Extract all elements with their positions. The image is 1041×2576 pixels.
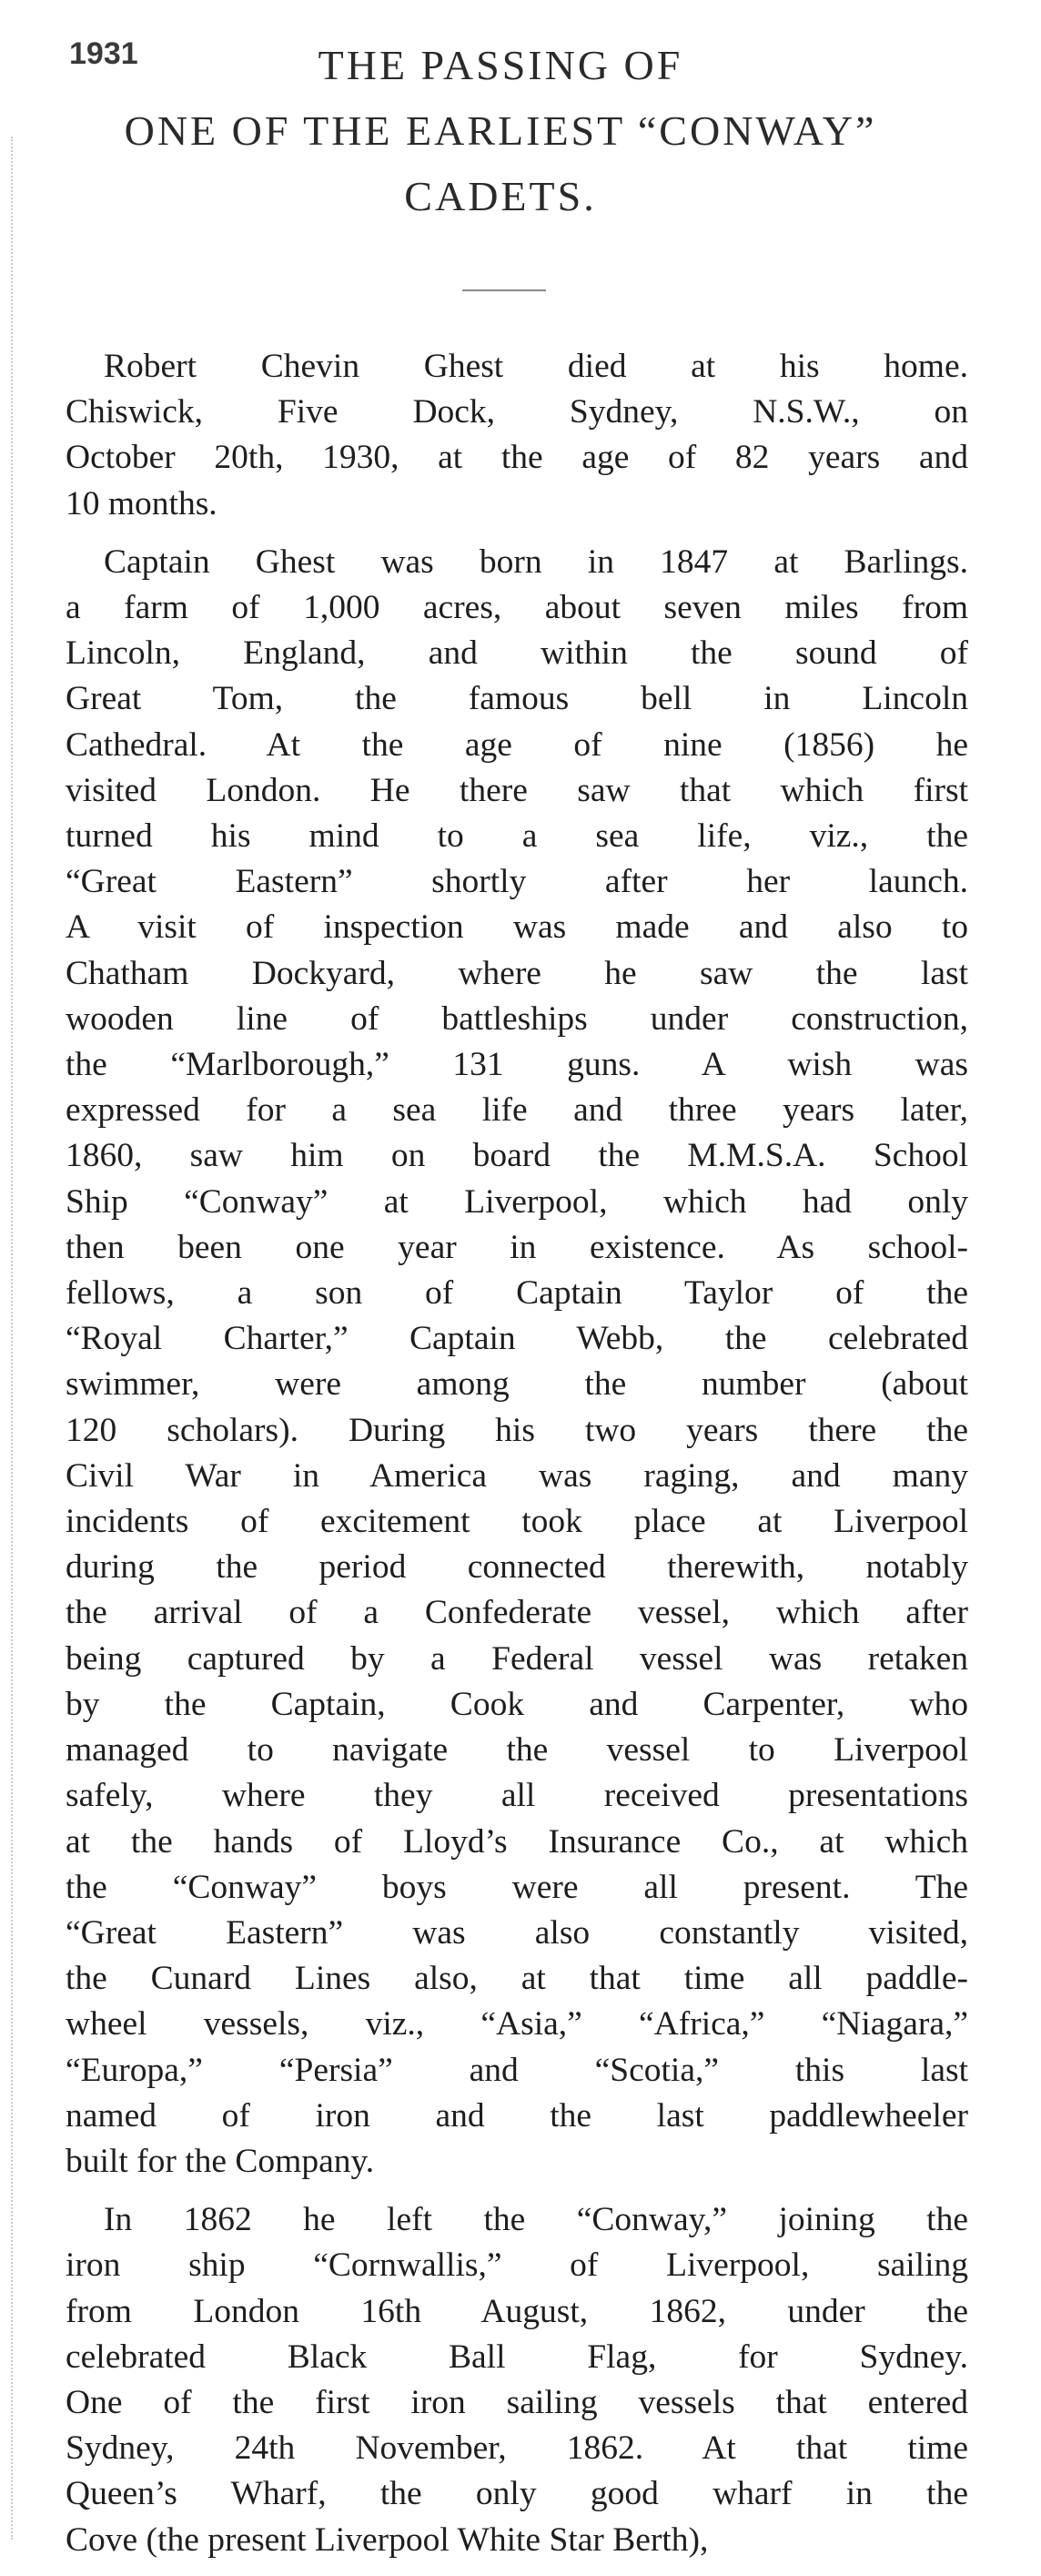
- paragraph-line: Captain Ghest was born in 1847 at Barlings.: [104, 543, 968, 581]
- article-body: [66, 344, 968, 2576]
- paragraph-line: fellows, a son of Captain Taylor of the: [66, 1274, 968, 1313]
- paragraph-line: the “Conway” boys were all present. The: [66, 1868, 968, 1906]
- paragraph-line: at the hands of Lloyd’s Insurance Co., at which: [66, 1822, 968, 1861]
- paragraph-line: Robert Chevin Ghest died at his home.: [104, 348, 968, 385]
- paragraph-line: the “Marlborough,” 131 guns. A wish was: [66, 1046, 968, 1084]
- paragraph-line: incidents of excitement took place at Liverpool: [66, 1503, 968, 1541]
- paragraph-line: 1860, saw him on board the M.M.S.A. School: [66, 1137, 968, 1175]
- paragraph-line: the Cunard Lines also, at that time all paddle-: [66, 1960, 968, 1998]
- paragraph-line: from London 16th August, 1862, under the: [66, 2292, 968, 2330]
- paragraph-line: Ship “Conway” at Liverpool, which had only: [66, 1182, 968, 1221]
- article-paragraph: [66, 540, 968, 2185]
- paragraph-line: Lincoln, England, and within the sound of: [66, 634, 968, 673]
- paragraph-line: “Royal Charter,” Captain Webb, the celebrated: [66, 1320, 968, 1358]
- paragraph-line: being captured by a Federal vessel was retaken: [66, 1639, 968, 1678]
- paragraph-line: iron ship “Cornwallis,” of Liverpool, sailing: [66, 2246, 968, 2285]
- paragraph-line: Chiswick, Five Dock, Sydney, N.S.W., on: [66, 393, 968, 431]
- paragraph-line: by the Captain, Cook and Carpenter, who: [66, 1685, 968, 1723]
- paragraph-line: during the period connected therewith, notably: [66, 1548, 968, 1587]
- paragraph-line: named of iron and the last paddlewheeler: [66, 2096, 968, 2135]
- article-paragraph: [66, 2197, 968, 2563]
- title-divider: [462, 289, 546, 291]
- paragraph-line: Sydney, 24th November, 1862. At that time: [66, 2429, 968, 2468]
- paragraph-line: wheel vessels, viz., “Asia,” “Africa,” “Niagara,”: [66, 2005, 968, 2044]
- paragraph-line: Queen’s Wharf, the only good wharf in the: [66, 2475, 968, 2513]
- article-title: [36, 33, 965, 229]
- paragraph-line: visited London. He there saw that which first: [66, 771, 968, 809]
- paragraph-line: In 1862 he left the “Conway,” joining the: [104, 2201, 968, 2239]
- paragraph-line: safely, where they all received presentations: [66, 1777, 968, 1815]
- paragraph-line: swimmer, were among the number (about: [66, 1365, 968, 1404]
- paragraph-line: 120 scholars). During his two years there the: [66, 1411, 968, 1449]
- paragraph-line: Cathedral. At the age of nine (1856) he: [66, 725, 968, 764]
- paragraph-line: the arrival of a Confederate vessel, which after: [66, 1594, 968, 1632]
- paragraph-line: “Europa,” “Persia” and “Scotia,” this last: [66, 2051, 968, 2089]
- paragraph-line: One of the first iron sailing vessels that entered: [66, 2383, 968, 2421]
- paragraph-line: celebrated Black Ball Flag, for Sydney.: [66, 2338, 968, 2376]
- title-line: ONE OF THE EARLIEST “CONWAY”: [124, 107, 877, 154]
- paragraph-line: “Great Eastern” was also constantly visited,: [66, 1913, 968, 1952]
- paragraph-line: “Great Eastern” shortly after her launch.: [66, 863, 968, 901]
- scan-edge-line: [11, 137, 13, 2540]
- title-line: THE PASSING OF: [318, 42, 683, 88]
- title-line: CADETS.: [404, 173, 597, 219]
- paragraph-line: built for the Company.: [66, 2142, 375, 2180]
- paragraph-line: turned his mind to a sea life, viz., the: [66, 817, 968, 856]
- paragraph-line: 10 months.: [66, 484, 217, 522]
- paragraph-line: Chatham Dockyard, where he saw the last: [66, 954, 968, 992]
- paragraph-line: A visit of inspection was made and also to: [66, 908, 968, 947]
- paragraph-line: Great Tom, the famous bell in Lincoln: [66, 680, 968, 718]
- paragraph-line: Civil War in America was raging, and many: [66, 1456, 968, 1495]
- article-paragraph: [66, 344, 968, 527]
- paragraph-line: then been one year in existence. As school-: [66, 1228, 968, 1266]
- paragraph-line: October 20th, 1930, at the age of 82 years and: [66, 439, 968, 477]
- paragraph-line: wooden line of battleships under construction,: [66, 999, 968, 1038]
- paragraph-line: expressed for a sea life and three years later,: [66, 1091, 968, 1130]
- page-year: 1931: [69, 36, 138, 71]
- paragraph-line: managed to navigate the vessel to Liverpool: [66, 1731, 968, 1770]
- paragraph-line: Cove (the present Liverpool White Star Berth),: [66, 2520, 709, 2559]
- paragraph-line: a farm of 1,000 acres, about seven miles from: [66, 589, 968, 627]
